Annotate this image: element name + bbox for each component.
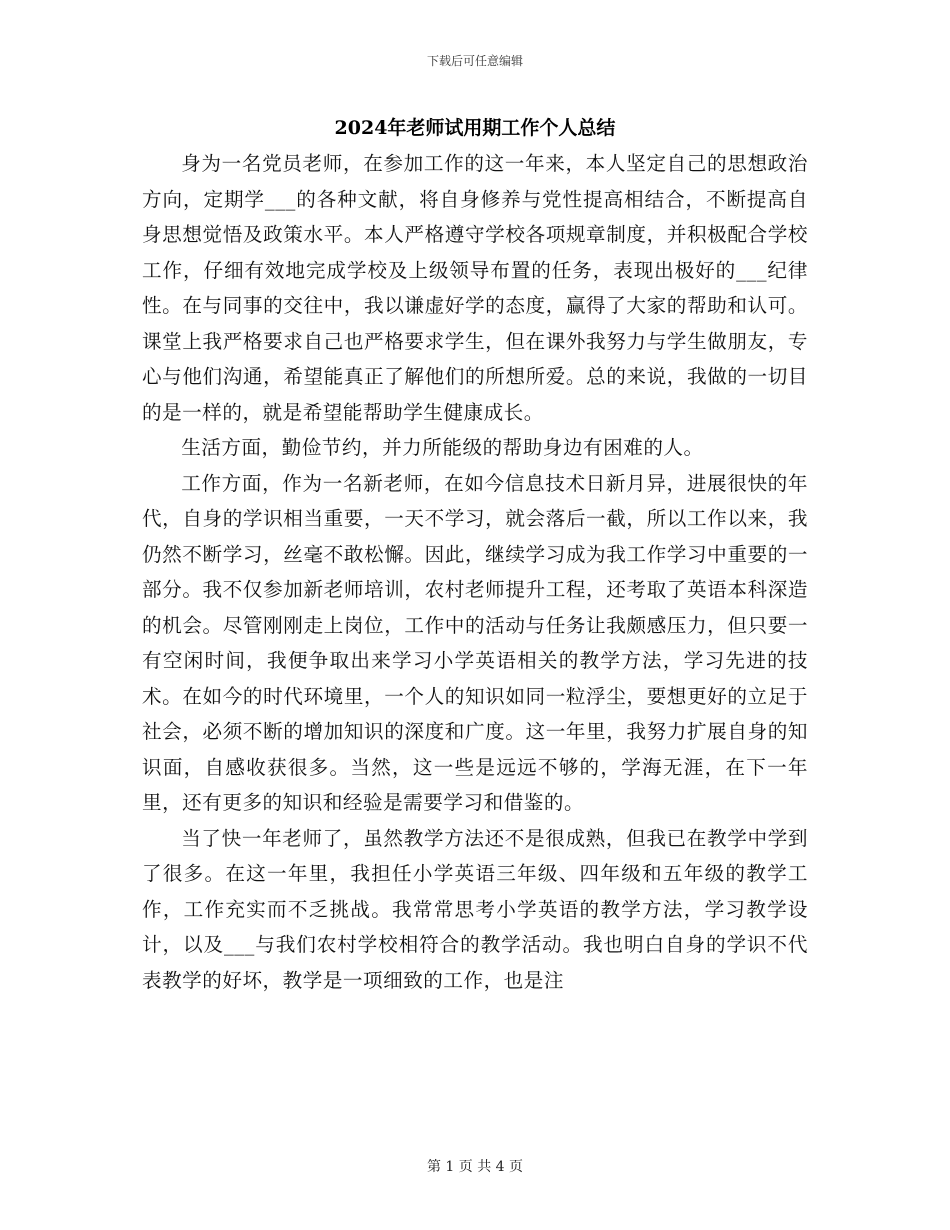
document-title: 2024年老师试用期工作个人总结 xyxy=(334,117,616,139)
paragraph-4: 当了快一年老师了，虽然教学方法还不是很成熟，但我已在教学中学到了很多。在这一年里，我担任小学英语三年级、四年级和五年级的教学工作，工作充实而不乏挑战。我常常思考小学英语的教学方法，学习教学设计，以及___与我们农村学校相符合的教学活动。我也明白自身的学识不代表教学的好坏，教学是一项细致的工作，也是注 xyxy=(142,826,808,992)
paragraph-3: 工作方面，作为一名新老师，在如今信息技术日新月异，进展很快的年代，自身的学识相当重要，一天不学习，就会落后一截，所以工作以来，我仍然不断学习，丝毫不敢松懈。因此，继续学习成为我工作学习中重要的一部分。我不仅参加新老师培训，农村老师提升工程，还考取了英语本科深造的机会。尽管刚刚走上岗位，工作中的活动与任务让我颇感压力，但只要一有空闲时间，我便争取出来学习小学英语相关的教学方法，学习先进的技术。在如今的时代环境里，一个人的知识如同一粒浮尘，要想更好的立足于社会，必须不断的增加知识的深度和广度。这一年里，我努力扩展自身的知识面，自感收获很多。当然，这一些是远远不够的，学海无涯，在下一年里，还有更多的知识和经验是需要学习和借鉴的。 xyxy=(142,471,808,814)
paragraph-2: 生活方面，勤俭节约，并力所能级的帮助身边有困难的人。 xyxy=(181,436,704,459)
page-number: 第 1 页 共 4 页 xyxy=(426,1159,524,1175)
document-body xyxy=(142,146,808,998)
page-header-note: 下载后可任意编辑 xyxy=(426,54,523,68)
paragraph-1: 身为一名党员老师，在参加工作的这一年来，本人坚定自己的思想政治方向，定期学___的各种文献，将自身修养与党性提高相结合，不断提高自身思想觉悟及政策水平。本人严格遵守学校各项规章制度，并积极配合学校工作，仔细有效地完成学校及上级领导布置的任务，表现出极好的___纪律性。在与同事的交往中，我以谦虚好学的态度，赢得了大家的帮助和认可。课堂上我严格要求自己也严格要求学生，但在课外我努力与学生做朋友，专心与他们沟通，希望能真正了解他们的所想所爱。总的来说，我做的一切目的是一样的，就是希望能帮助学生健康成长。 xyxy=(142,152,808,424)
